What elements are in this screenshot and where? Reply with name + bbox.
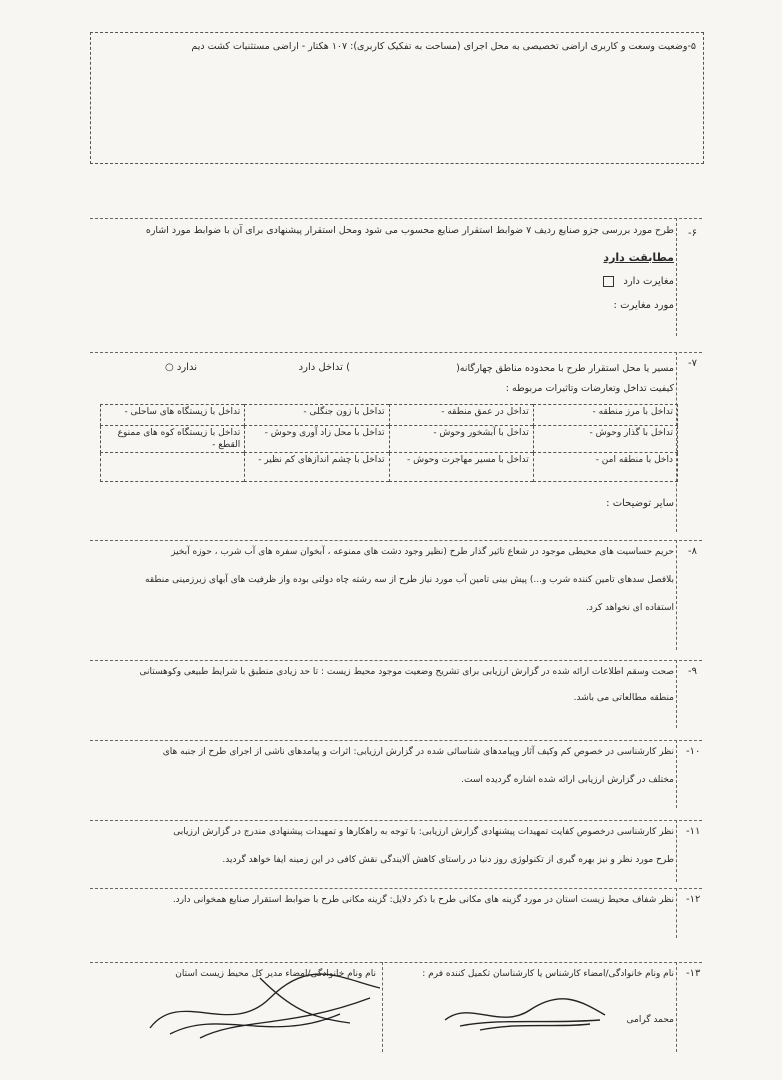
section-11-number: -۱۱ [686, 826, 701, 837]
section-9-number: -۹ [688, 666, 697, 677]
table-row [101, 426, 678, 453]
section-13-number: -۱۳ [686, 968, 701, 979]
section-11-line2: طرح مورد نظر و نیز بهره گیری از تکنولوژی روز دنیا در راستای کاهش آلایندگی نقش کافی در این زمینه ایفا خواهد گردید. [222, 855, 674, 865]
section-6-line1: طرح مورد بررسی جزو صنایع ردیف ۷ ضوابط استقرار صنایع محسوب می شود ومحل استقرار پیشنهادی برای آن با ضوابط مورد اشاره [145, 225, 674, 236]
expert-signature [440, 990, 610, 1040]
section-13-left-label: نام ونام خانوادگی/امضاء مدیر کل محیط زیست استان [175, 969, 376, 979]
section-8-number: -۸ [688, 546, 697, 557]
table-row [101, 453, 678, 482]
section-6-number: -۶ [688, 228, 697, 239]
table-cell: تداخل با مسیر مهاجرت وحوش - [389, 453, 533, 482]
section-9-line1: صحت وسقم اطلاعات ارائه شده در گزارش ارزیابی برای تشریح وضعیت موجود محیط زیست : تا حد زیادی منطبق با شرایط طبیعی وکوهستانی [139, 667, 674, 677]
section-11-line1: نظر کارشناسی درخصوص کفایت تمهیدات پیشنهادی گزارش ارزیابی: با توجه به راهکارها و تمهیدات پیشنهادی مندرج در گزارش ارزیابی [173, 827, 674, 837]
table-row [101, 405, 678, 426]
table-cell: تداخل با مرز منطقه - [533, 405, 677, 426]
section-7-no-overlap: ندارد ○ [165, 362, 197, 373]
section-10-number: -۱۰ [686, 746, 701, 757]
section-7-line1: مسیر یا محل استقرار طرح با محدوده مناطق چهارگانه( [456, 363, 674, 374]
section-7-subtitle: کیفیت تداخل وتعارضات وتاثیرات مربوطه : [505, 383, 674, 394]
section-12-number: -۱۲ [686, 894, 701, 905]
overlap-table [100, 404, 678, 482]
section-12-line1: نظر شفاف محیط زیست استان در مورد گزینه های مکانی طرح با ذکر دلایل: گزینه مکانی طرح با ضوابط استقرار صنایع همخوانی دارد. [172, 895, 674, 905]
table-cell: تداخل در عمق منطقه - [389, 405, 533, 426]
table-cell: تداخل با چشم اندازهای کم نظیر - [245, 453, 389, 482]
table-cell: داخل با منطقه امن - [533, 453, 677, 482]
table-cell: تداخل با گذار وحوش - [533, 426, 677, 453]
section-6-conflict-label: مغایرت دارد [623, 276, 674, 287]
section-9-line2: منطقه مطالعاتی می باشد. [573, 693, 674, 703]
table-cell: تداخل با آبشخور وحوش - [389, 426, 533, 453]
table-cell: تداخل با زیستگاه های ساحلی - [101, 405, 245, 426]
section-7-number: -۷ [688, 358, 697, 369]
section-7-has-overlap: ) تداخل دارد [298, 362, 350, 373]
section-8-line1: حریم حساسیت های محیطی موجود در شعاع تاثیر گذار طرح (نظیر وجود دشت های ممنوعه ، آبخوان سفره های آب شرب ، حوزه آبخیز [171, 547, 674, 557]
section-8-line3: استفاده ای نخواهد کرد. [586, 603, 674, 613]
conflict-checkbox[interactable] [603, 276, 614, 287]
section-6-conflict-row [603, 272, 674, 291]
table-cell: تداخل با زیستگاه کوه های ممنوع القطع - [101, 426, 245, 453]
section-13-right-label: نام ونام خانوادگی/امضاء کارشناس یا کارشناسان تکمیل کننده فرم : [422, 969, 674, 979]
table-cell: تداخل با زون جنگلی - [245, 405, 389, 426]
section-7-other: سایر توضیحات : [606, 498, 674, 509]
table-cell [101, 453, 245, 482]
section-6-compliance: مطابقت دارد [603, 251, 674, 264]
section-10-line1: نظر کارشناسی در خصوص کم وکیف آثار وپیامدهای شناسائی شده در گزارش ارزیابی: اثرات و پیامدهای ناشی از اجرای طرح از جنبه های [162, 747, 674, 757]
section-5-text: ۵-وضعیت وسعت و کاربری اراضی تخصیصی به محل اجرای (مساحت به تفکیک کاربری): ۱۰۷ هکتار - اراضی مستثنیات کشت دیم [191, 41, 696, 52]
section-6-conflict-case: مورد مغایرت : [613, 300, 674, 311]
section-10-line2: مختلف در گزارش ارزیابی ارائه شده اشاره گردیده است. [461, 775, 674, 785]
director-signature [140, 968, 390, 1048]
table-cell: تداخل با محل زاد آوری وحوش - [245, 426, 389, 453]
section-8-line2: بلافصل سدهای تامین کننده شرب و...) پیش بینی تامین آب مورد نیاز طرح از سه رشته چاه دولتی بوده واز ظرفیت های آبهای زیرزمینی منطقه [145, 575, 674, 585]
expert-name: محمد گرامی [626, 1015, 674, 1025]
